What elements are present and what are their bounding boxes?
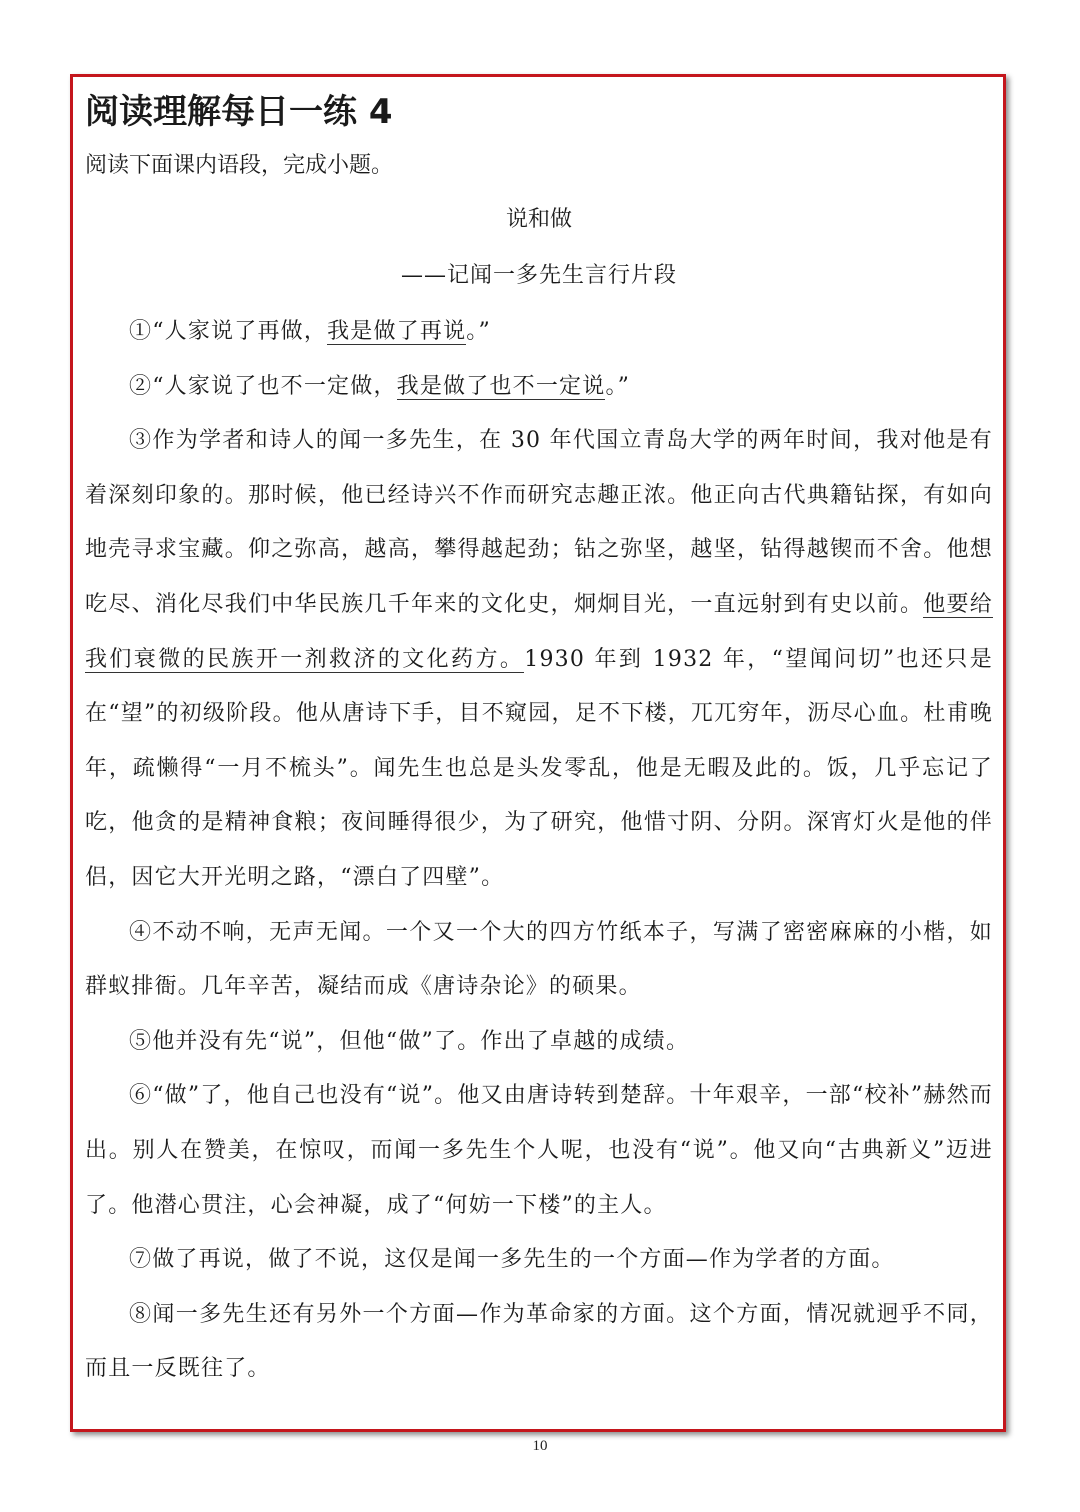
- article-body: [85, 305, 993, 1397]
- paragraph-7: ⑦做了再说，做了不说，这仅是闻一多先生的一个方面—作为学者的方面。: [129, 1247, 895, 1273]
- paragraph-1-end: 。”: [466, 319, 491, 344]
- paragraph-3-underlined: 他要给我们衰微的民族开一剂救济的文化药方。: [85, 591, 994, 672]
- page-number: 10: [532, 1438, 548, 1454]
- paragraph-3-text: ③作为学者和诗人的闻一多先生，在 30 年代国立青岛大学的两年时间，我对他是有着深刻印象的。那时候，他已经诗兴不作而研究志趣正浓。他正向古代典籍钻探，有如向地壳寻求宝藏。仰之弥高，越高，攀得越起劲；钻之弥坚，越坚，钻得越锲而不舍。他想吃尽、消化尽我们中华民族几千年来的文化史，炯炯目光，一直远射到有史以前。: [85, 428, 993, 617]
- paragraph-8: ⑧闻一多先生还有另外一个方面—作为革命家的方面。这个方面，情况就迥乎不同，而且一反既往了。: [85, 1301, 993, 1382]
- paragraph-1-text: ①“人家说了再做，: [129, 319, 328, 344]
- paragraph-2-underlined: 我是做了也不一定说: [396, 373, 606, 399]
- paragraph-5: ⑤他并没有先“说”，但他“做”了。作出了卓越的成绩。: [129, 1028, 690, 1054]
- document-content: [85, 91, 993, 1397]
- article-subtitle: ——记闻一多先生言行片段: [400, 263, 677, 288]
- article-title: 说和做: [505, 207, 572, 232]
- paragraph-1-underlined: 我是做了再说: [327, 319, 467, 344]
- instruction-text: 阅读下面课内语段，完成小题。: [85, 153, 394, 178]
- paragraph-4: ④不动不响，无声无闻。一个又一个大的四方竹纸本子，写满了密密麻麻的小楷，如群蚁排衙。几年辛苦，凝结而成《唐诗杂论》的硕果。: [85, 919, 993, 1000]
- paragraph-3: [85, 414, 993, 905]
- page-heading: 阅读理解每日一练 4: [85, 92, 393, 132]
- paragraph-2-text: ②“人家说了也不一定做，: [129, 373, 397, 399]
- paragraph-1: [85, 305, 993, 360]
- page-frame: [70, 74, 1006, 1432]
- paragraph-2: [85, 360, 993, 415]
- paragraph-6: ⑥“做”了，他自己也没有“说”。他又由唐诗转到楚辞。十年艰辛，一部“校补”赫然而出。别人在赞美，在惊叹，而闻一多先生个人呢，也没有“说”。他又向“古典新义”迈进了。他潜心贯注，心会神凝，成了“何妨一下楼”的主人。: [85, 1083, 993, 1218]
- paragraph-2-end: 。”: [605, 373, 631, 399]
- paragraph-3-end: 1930 年到 1932 年，“望闻问切”也还只是在“望”的初级阶段。他从唐诗下手，目不窥园，足不下楼，兀兀穷年，沥尽心血。杜甫晚年，疏懒得“一月不梳头”。闻先生也总是头发零乱，他是无暇及此的。饭，几乎忘记了吃，他贪的是精神食粮；夜间睡得很少，为了研究，他惜寸阴、分阴。深宵灯火是他的伴侣，因它大开光明之路，“漂白了四壁”。: [85, 646, 993, 890]
